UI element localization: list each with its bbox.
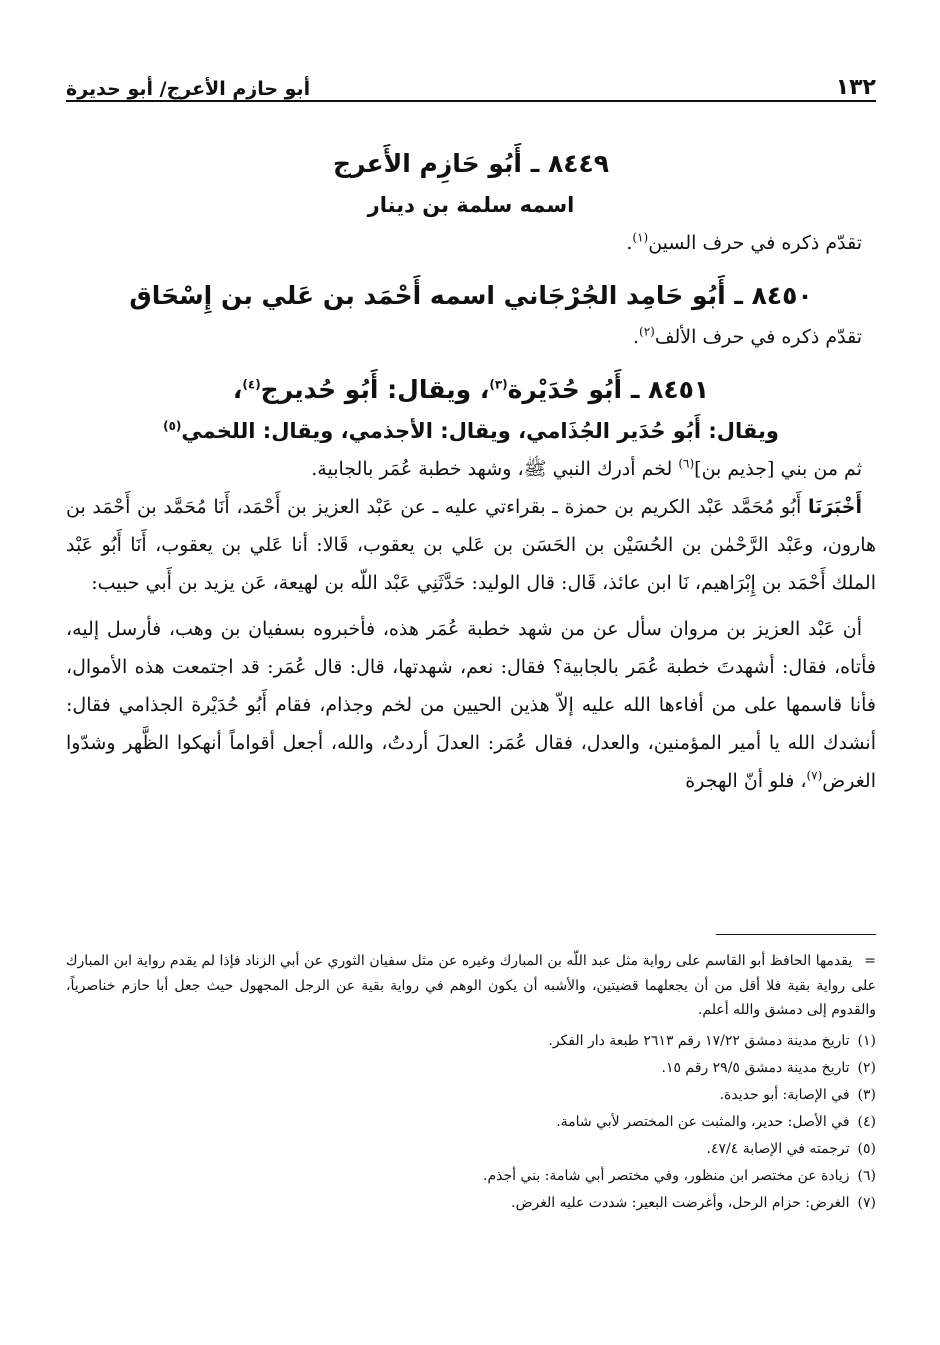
footnote-ref: (٣) (489, 377, 508, 392)
footnote-number: (٤) (857, 1113, 876, 1130)
entry-subtitle (66, 412, 876, 450)
footnote-number: (٢) (857, 1059, 876, 1076)
footnote-continued (66, 949, 876, 1023)
continuation-marker: = (864, 953, 876, 969)
footnote-text: تاريخ مدينة دمشق ٢٩/٥ رقم ١٥. (661, 1059, 850, 1076)
footnote-number: (٥) (857, 1140, 876, 1157)
footnote-divider (716, 934, 876, 935)
footnote-text: تاريخ مدينة دمشق ١٧/٢٢ رقم ٢٦١٣ طبعة دار الفكر. (548, 1032, 850, 1049)
footnote-item (66, 1110, 876, 1135)
body-paragraph-2 (66, 610, 876, 800)
entry-note (66, 318, 876, 356)
note-end: لخم أدرك النبي ﷺ، وشهد خطبة عُمَر بالجابية. (311, 458, 679, 480)
footnote-text: في الإصابة: أبو حديدة. (719, 1086, 850, 1103)
entry-note (66, 450, 876, 488)
isnad-lead-word: أَخْبَرَنَا (807, 496, 862, 518)
entry-subtitle: اسمه سلمة بن دينار (367, 193, 575, 217)
footnote-number: (٦) (857, 1167, 876, 1184)
entry-title: ٨٤٤٩ ـ أَبُو حَازِم الأَعرج (333, 149, 609, 178)
footnote-ref: (٦) (678, 456, 695, 471)
running-head (66, 56, 876, 102)
footnote-ref: (٥) (163, 419, 182, 433)
book-page (66, 56, 876, 1286)
paragraph-end: ، فلو أنّ الهجرة (685, 770, 807, 792)
paragraph-text: أَبُو مُحَمَّد عَبْد الكريم بن حمزة ـ بقراءتي عليه ـ عن عَبْد العزيز بن أَحْمَد، أَنَا مُحَمَّد بن أَحْمَد بن هارون، وعَبْد الرَّحْمٰن بن الحُسَيْن بن الحَسَن بن عَلي بن يعقوب، قَالا: أنا عَلي بن يعقوب، أَنَا أَبُو عَبْد الملك أَحْمَد بن إِبْرَاهيم، نَا ابن عائذ، قَال: قال الوليد: حَدَّثَنِي عَبْد اللّه بن لهيعة، عَن يزيد بن أَبي حبيب: (66, 496, 876, 594)
footnote-item (66, 1137, 876, 1162)
note-text: تقدّم ذكره في حرف الألف (654, 326, 862, 348)
footnote-text: زيادة عن مختصر ابن منظور، وفي مختصر أبي شامة: بني أجذم. (483, 1167, 850, 1184)
footnote-number: (٣) (857, 1086, 876, 1103)
footnote-number: (١) (857, 1032, 876, 1049)
footnote-number: (٧) (857, 1194, 876, 1211)
footnote-ref: (٤) (242, 377, 261, 392)
page-number: ١٣٢ (835, 75, 876, 100)
paragraph-text: أن عَبْد العزيز بن مروان سأل عن من شهد خطبة عُمَر هذه، فأخبروه بسفيان بن وهب، فأرسل إليه، فأتاه، فقال: أشهدتَ خطبة عُمَر بالجابية؟ فقال: نعم، شهدتها، قال: قال عُمَر: قد اجتمعت هذه الأموال، فأنا قاسمها على من أفاءها الله عليه إلاّ هذين الحيين من لخم وجذام، فقام أَبُو حُدَيْرة الجذامي فقال: أنشدك الله يا أمير المؤمنين، والعدل، فقال عُمَر: العدلَ أردتُ، والله، أجعل أقواماً أنهكوا الظَّهر وشدّوا الغرض (66, 618, 877, 792)
footnote-ref: (٢) (639, 324, 655, 339)
footnote-ref: (٧) (806, 768, 823, 783)
body-paragraph-1 (66, 488, 876, 602)
footnote-text: يقدمها الحافظ أبو القاسم على رواية مثل عبد اللّه بن المبارك وغيره عن مثل سفيان الثوري عن أبي الزناد فإذا لم يقدم رواية ابن المبارك على رواية بقية فلا أقل من أن يجعلهما قضيتين، والأشبه أن يكون الوهم في رواية بقية عن الرجل المجهول حيث جعل أبا حازم خناصرياً، والقدوم إلى دمشق والله أعلم. (66, 953, 876, 1018)
entry-title: ٨٤٥٠ ـ أَبُو حَامِد الجُرْجَاني اسمه أَحْمَد بن عَلي بن إِسْحَاق (129, 281, 813, 310)
running-title: أبو حازم الأعرج/ أبو حديرة (66, 78, 311, 100)
subtitle-text: ويقال: أَبُو حُدَير الجُذَامي، ويقال: الأجذمي، ويقال: اللخمي (181, 419, 779, 443)
title-part-a: ٨٤٥١ ـ أَبُو حُدَيْرة (507, 375, 710, 404)
footnote-item (66, 1191, 876, 1216)
footnote-item (66, 1083, 876, 1108)
footnote-item (66, 1056, 876, 1081)
note-text: تقدّم ذكره في حرف السين (648, 232, 862, 254)
note-end: . (632, 326, 640, 348)
footnote-item (66, 1164, 876, 1189)
entry-title (66, 368, 876, 412)
entry-8449 (66, 142, 876, 262)
entry-8450 (66, 274, 876, 356)
entry-note (66, 224, 876, 262)
footnote-item (66, 1029, 876, 1054)
footnote-text: ترجمته في الإصابة ٤٧/٤. (706, 1140, 850, 1157)
footnotes (66, 934, 876, 1218)
footnote-list (66, 1029, 876, 1216)
title-part-b: ، ويقال: أَبُو حُديرج (260, 375, 490, 404)
note-end: . (626, 232, 633, 254)
footnote-text: في الأصل: حدير، والمثبت عن المختصر لأبي شامة. (556, 1113, 850, 1130)
entry-8451 (66, 368, 876, 488)
title-part-c: ، (232, 375, 243, 404)
footnote-text: الغرض: حزام الرحل، وأغرضت البعير: شددت عليه الغرض. (511, 1194, 850, 1211)
footnote-ref: (١) (632, 230, 649, 245)
note-text: ثم من بني [جذيم بن] (694, 458, 862, 480)
